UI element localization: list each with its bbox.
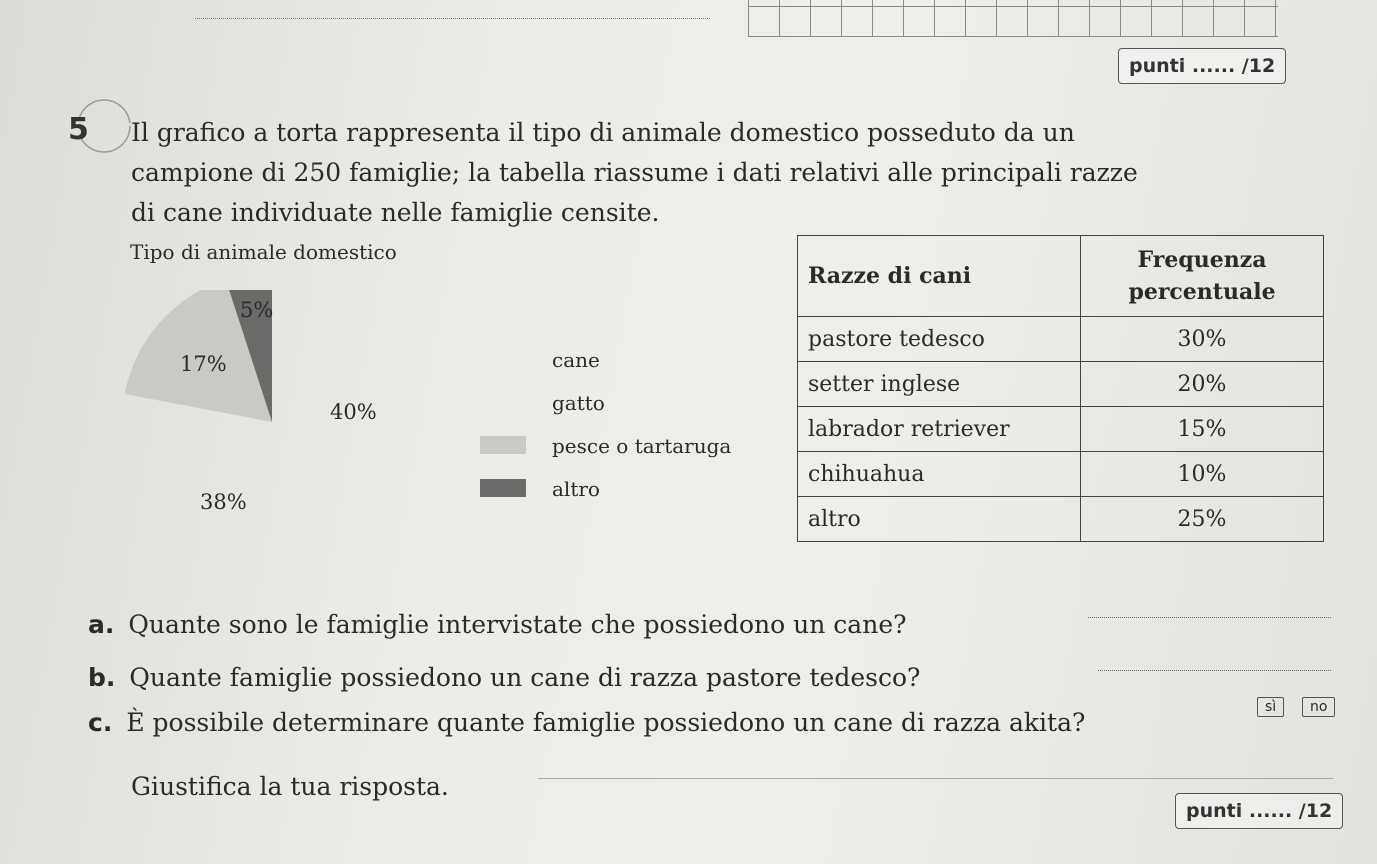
table-cell-breed: setter inglese <box>798 362 1081 407</box>
table-cell-breed: labrador retriever <box>798 407 1081 452</box>
table-cell-frequency: 15% <box>1081 407 1324 452</box>
question-b <box>88 663 920 692</box>
table-cell-breed: pastore tedesco <box>798 317 1081 362</box>
question-b-letter: b. <box>88 663 116 692</box>
pie-value-label-pesce: 17% <box>180 352 227 376</box>
legend-label-pesce: pesce o tartaruga <box>552 434 732 458</box>
score-box-top: punti ...... /12 <box>1118 48 1286 84</box>
legend-label-cane: cane <box>552 348 600 372</box>
table-cell-frequency: 25% <box>1081 497 1324 542</box>
answer-line-a[interactable] <box>1088 617 1331 618</box>
question-a-letter: a. <box>88 610 115 639</box>
answer-line-justify[interactable] <box>538 778 1333 779</box>
intro-text <box>131 113 1281 233</box>
exercise-number-text: 5 <box>68 112 89 147</box>
legend-label-altro: altro <box>552 477 600 501</box>
legend-swatch-cane <box>480 348 526 366</box>
question-a-text: Quante sono le famiglie intervistate che possiedono un cane? <box>128 610 907 639</box>
question-c <box>88 708 1085 737</box>
exercise-number <box>68 112 126 170</box>
table-cell-breed: chihuahua <box>798 452 1081 497</box>
intro-line: Il grafico a torta rappresenta il tipo di animale domestico posseduto da un <box>131 118 1075 147</box>
checkbox-yes[interactable]: sì <box>1257 697 1284 717</box>
table-cell-frequency: 30% <box>1081 317 1324 362</box>
pie-chart-svg <box>0 290 560 620</box>
question-b-text: Quante famiglie possiedono un cane di razza pastore tedesco? <box>129 663 921 692</box>
breeds-table <box>797 235 1324 542</box>
legend-swatch-gatto <box>480 391 526 409</box>
chart-title: Tipo di animale domestico <box>130 240 397 264</box>
pie-value-label-altro: 5% <box>240 298 274 322</box>
table-row <box>798 407 1324 452</box>
question-c-letter: c. <box>88 708 113 737</box>
table-cell-breed: altro <box>798 497 1081 542</box>
table-header-breed: Razze di cani <box>798 236 1081 317</box>
table-row <box>798 362 1324 407</box>
legend-swatch-altro <box>480 479 526 497</box>
table-row <box>798 452 1324 497</box>
table-cell-frequency: 10% <box>1081 452 1324 497</box>
answer-line-b[interactable] <box>1098 670 1331 671</box>
table-header-row <box>798 236 1324 317</box>
pie-chart <box>0 290 560 620</box>
table-row <box>798 317 1324 362</box>
justify-prompt: Giustifica la tua risposta. <box>131 772 449 801</box>
table-header-frequency: Frequenza percentuale <box>1081 236 1324 317</box>
pie-value-label-gatto: 38% <box>200 490 247 514</box>
top-dotted-rule <box>195 18 710 19</box>
intro-line: campione di 250 famiglie; la tabella riassume i dati relativi alle principali razze <box>131 158 1138 187</box>
table-row <box>798 497 1324 542</box>
checkbox-no[interactable]: no <box>1302 697 1335 717</box>
question-a <box>88 610 907 639</box>
score-box-bottom: punti ...... /12 <box>1175 793 1343 829</box>
pie-value-label-cane: 40% <box>330 400 377 424</box>
table-cell-frequency: 20% <box>1081 362 1324 407</box>
legend-label-gatto: gatto <box>552 391 605 415</box>
question-c-text: È possibile determinare quante famiglie possiedono un cane di razza akita? <box>126 708 1086 737</box>
legend-swatch-pesce <box>480 436 526 454</box>
grid-strip <box>748 0 1278 37</box>
intro-line: di cane individuate nelle famiglie censite. <box>131 198 660 227</box>
